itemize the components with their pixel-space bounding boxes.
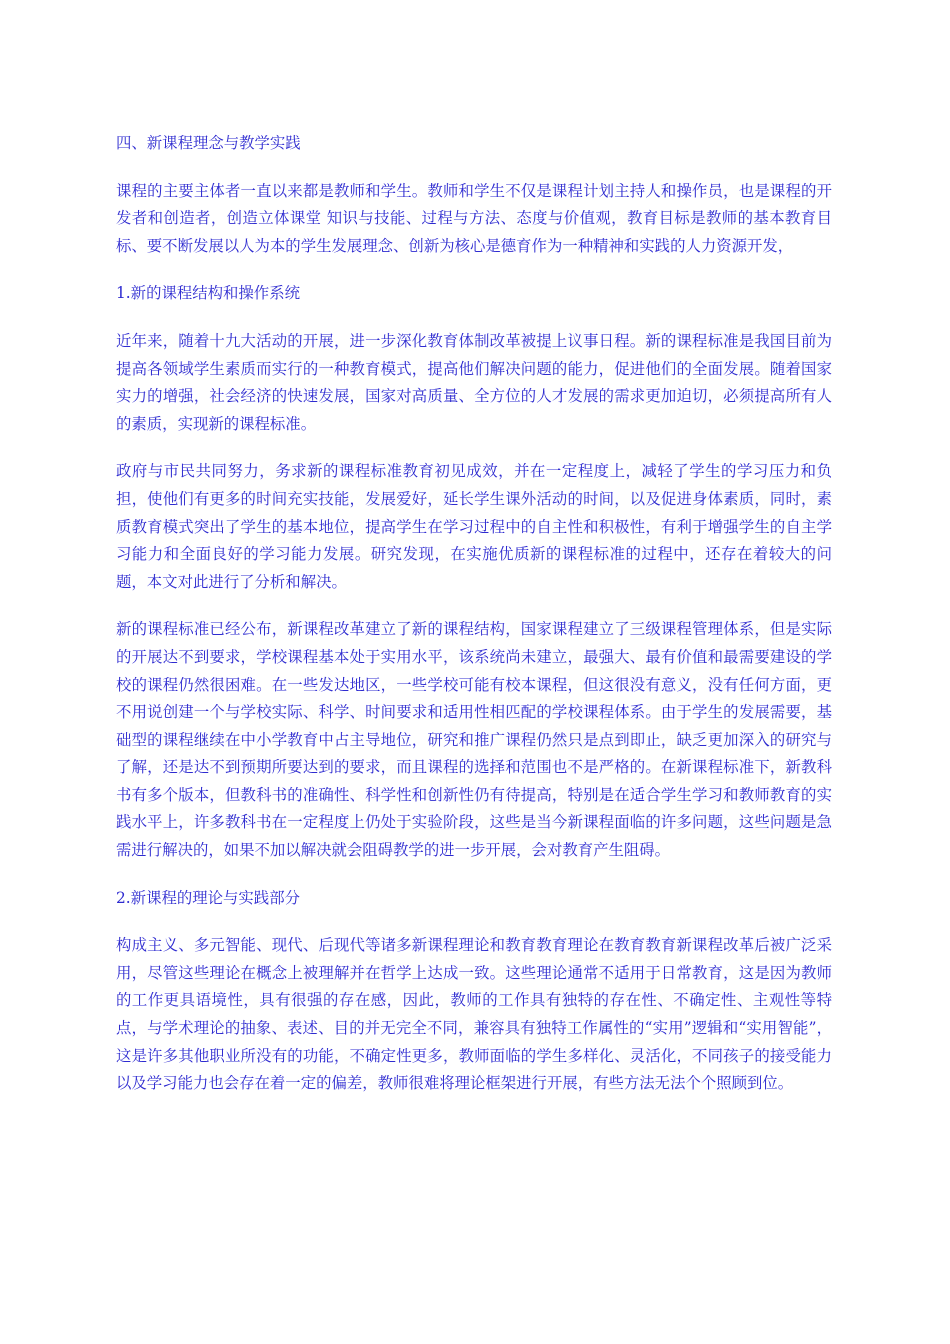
section-title: 四、新课程理念与教学实践 <box>116 134 301 152</box>
document-body <box>116 130 832 1118</box>
subsection-1-paragraph-3: 新的课程标准已经公布，新课程改革建立了新的课程结构，国家课程建立了三级课程管理体系，但是实际的开展达不到要求，学校课程基本处于实用水平，该系统尚未建立，最强大、最有价值和最需要建设的学校的课程仍然很困难。在一些发达地区，一些学校可能有校本课程，但这很没有意义，没有任何方面，更不用说创建一个与学校实际、科学、时间要求和适用性相匹配的学校课程体系。由于学生的发展需要，基础型的课程继续在中小学教育中占主导地位，研究和推广课程仍然只是点到即止，缺乏更加深入的研究与了解，还是达不到预期所要达到的要求，而且课程的选择和范围也不是严格的。在新课程标准下，新教科书有多个版本，但教科书的准确性、科学性和创新性仍有待提高，特别是在适合学生学习和教师教育的实践水平上，许多教科书在一定程度上仍处于实验阶段，这些是当今新课程面临的许多问题，这些问题是急需进行解决的，如果不加以解决就会阻碍教学的进一步开展，会对教育产生阻碍。 <box>116 620 832 860</box>
subsection-1-paragraph-2: 政府与市民共同努力，务求新的课程标准教育初见成效，并在一定程度上，减轻了学生的学习压力和负担，使他们有更多的时间充实技能，发展爱好，延长学生课外活动的时间，以及促进身体素质，同时，素质教育模式突出了学生的基本地位，提高学生在学习过程中的自主性和积极性，有利于增强学生的自主学习能力和全面良好的学习能力发展。研究发现，在实施优质新的课程标准的过程中，还存在着较大的问题，本文对此进行了分析和解决。 <box>116 462 832 591</box>
subsection-2-title: 2.新课程的理论与实践部分 <box>116 888 300 907</box>
subsection-2-paragraph-1: 构成主义、多元智能、现代、后现代等诸多新课程理论和教育教育理论在教育教育新课程改革后被广泛采用，尽管这些理论在概念上被理解并在哲学上达成一致。这些理论通常不适用于日常教育，这是因为教师的工作更具语境性，具有很强的存在感，因此，教师的工作具有独特的存在性、不确定性、主观性等特点，与学术理论的抽象、表述、目的并无完全不同，兼容具有独特工作属性的“实用”逻辑和“实用智能”，这是许多其他职业所没有的功能，不确定性更多，教师面临的学生多样化、灵活化，不同孩子的接受能力以及学习能力也会存在着一定的偏差，教师很难将理论框架进行开展，有些方法无法个个照顾到位。 <box>116 936 832 1093</box>
subsection-1-title: 1.新的课程结构和操作系统 <box>116 284 300 303</box>
intro-paragraph: 课程的主要主体者一直以来都是教师和学生。教师和学生不仅是课程计划主持人和操作员，也是课程的开发者和创造者，创造立体课堂 知识与技能、过程与方法、态度与价值观，教育目标是教师的基本教育目标、要不断发展以人为本的学生发展理念、创新为核心是德育作为一种精神和实践的人力资源开发， <box>116 181 832 255</box>
subsection-1-paragraph-1: 近年来，随着十九大活动的开展，进一步深化教育体制改革被提上议事日程。新的课程标准是我国目前为提高各领域学生素质而实行的一种教育模式，提高他们解决问题的能力，促进他们的全面发展。随着国家实力的增强，社会经济的快速发展，国家对高质量、全方位的人才发展的需求更加迫切，必须提高所有人的素质，实现新的课程标准。 <box>116 331 832 433</box>
